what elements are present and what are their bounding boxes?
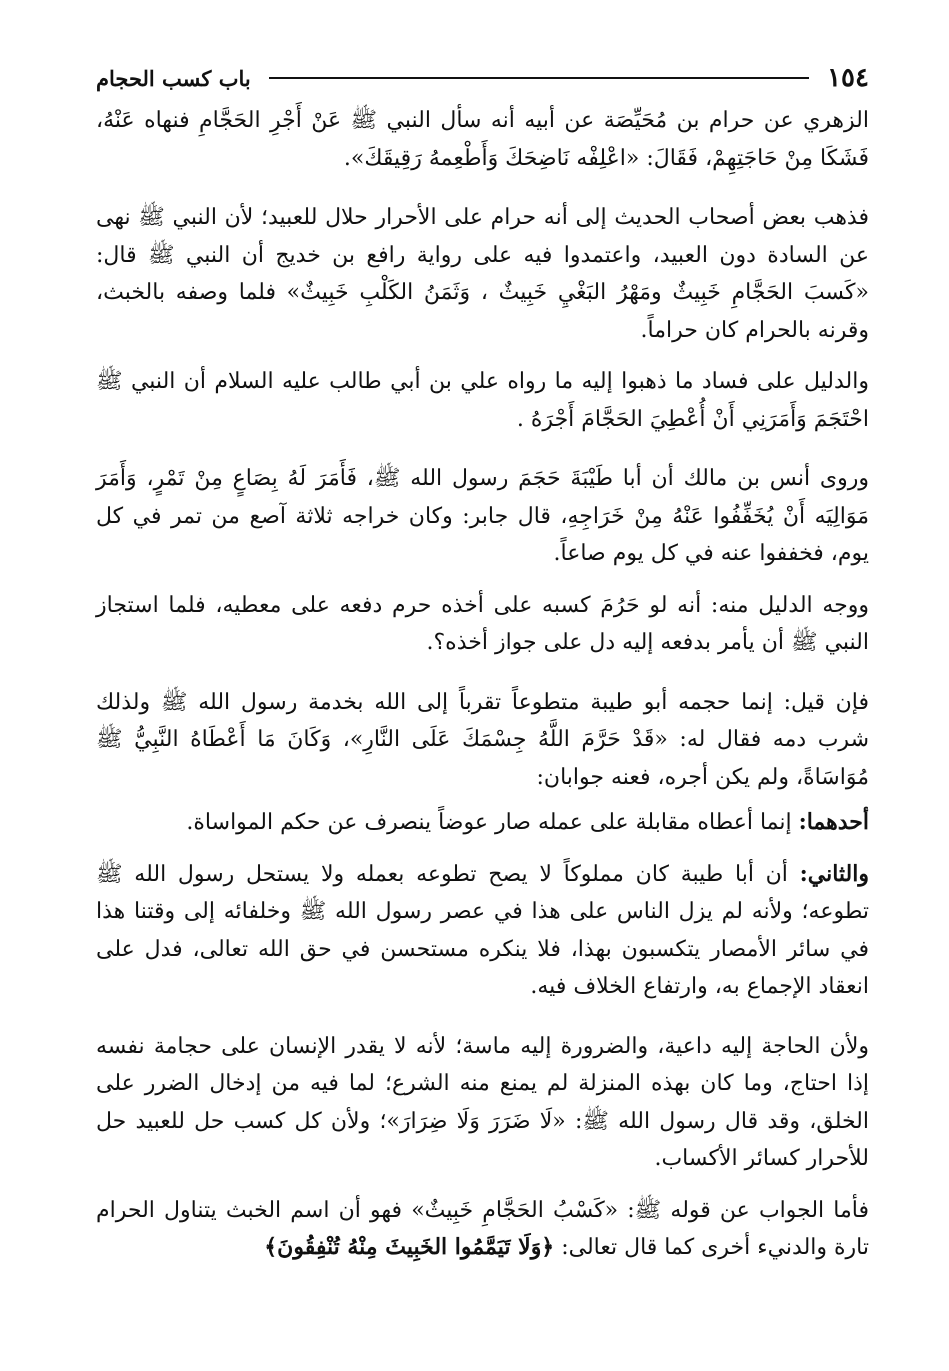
- quran-verse: ﴿وَلَا تَيَمَّمُوا الخَبِيثَ مِنْهُ تُنْفِقُونَ﴾: [264, 1234, 555, 1260]
- answer-text-second: أن أبا طيبة كان مملوكاً لا يصح تطوعه بعمله ولا يستحل رسول الله ﷺ تطوعه؛ ولأنه لم يزل الناس على هذا في عصر رسول الله ﷺ وخلفائه إلى وقتنا هذا في سائر الأمصار يتكسبون بهذا، فلا ينكره مستحسن في حق الله تعالى، فدل على انعقاد الإجماع به، وارتفاع الخلاف فيه.: [96, 861, 869, 999]
- paragraph-3: والدليل على فساد ما ذهبوا إليه ما رواه علي بن أبي طالب عليه السلام أن النبي ﷺ احْتَجَمَ وَأَمَرَنِي أَنْ أُعْطِيَ الحَجَّامَ أَجْرَهُ .: [96, 369, 869, 432]
- paragraph-2: فذهب بعض أصحاب الحديث إلى أنه حرام على الأحرار حلال للعبيد؛ لأن النبي ﷺ نهى عن السادة دون العبيد، واعتمدوا فيه على رواية رافع بن خديج أن النبي ﷺ قال: «كَسبَ الحَجَّامِ خَبِيثٌ ومَهْرُ البَغْيِ خَبِيثٌ ، وَثَمَنُ الكَلْبِ خَبِيثٌ» فلما وصفه بالخبث، وقرنه بالحرام كان حراماً.: [96, 205, 869, 343]
- paragraph-10-text: فأما الجواب عن قوله ﷺ: «كَسْبُ الحَجَّامِ خَبِيثٌ» فهو أن اسم الخبث يتناول الحرام تارة والدنيء أخرى كما قال تعالى:: [96, 1197, 869, 1260]
- answer-label-second: والثاني:: [799, 860, 869, 887]
- page-number: ١٥٤: [827, 63, 869, 93]
- paragraph-10: [96, 1192, 869, 1267]
- page-header: [96, 58, 869, 98]
- answer-text-first: إنما أعطاه مقابلة على عمله صار عوضاً ينصرف عن حكم المواساة.: [186, 810, 799, 835]
- paragraph-1: الزهري عن حرام بن مُحَيِّصَة عن أبيه أنه سأل النبي ﷺ عَنْ أَجْرِ الحَجَّامِ فنهاه عَنْهُ، فَشَكَا مِنْ حَاجَتِهِمْ، فَقَالَ: «اعْلِفْه نَاضِحَكَ وَأَطْعِمهُ رَقِيقَكَ».: [96, 108, 869, 171]
- paragraph-7: [96, 804, 869, 842]
- answer-label-first: أحدهما:: [798, 809, 869, 835]
- header-rule: [269, 77, 809, 79]
- paragraph-8: [96, 856, 869, 1006]
- paragraph-4: وروى أنس بن مالك أن أبا طَيْبَةَ حَجَمَ رسول الله ﷺ، فَأَمَرَ لَهُ بِصَاعٍ مِنْ تَمْرٍ، وَأَمَرَ مَوَالِيَه أَنْ يُخَفِّفُوا عَنْهُ مِنْ خَرَاجِهِ، قال جابر: وكان خراجه ثلاثة آصع من تمر في كل يوم، فخففوا عنه في كل يوم صاعاً.: [96, 466, 869, 566]
- paragraph-6: فإن قيل: إنما حجمه أبو طيبة متطوعاً تقرباً إلى الله بخدمة رسول الله ﷺ ولذلك شرب دمه فقال له: «قَدْ حَرَّمَ اللَّهُ جِسْمَكَ عَلَى النَّارِ»، وَكَانَ مَا أَعْطَاهُ النَّبِيُّ ﷺ مُوَاسَاةً، ولم يكن أجره، فعنه جوابان:: [96, 689, 869, 790]
- paragraph-9: ولأن الحاجة إليه داعية، والضرورة إليه ماسة؛ لأنه لا يقدر الإنسان على حجامة نفسه إذا احتاج، وما كان بهذه المنزلة لم يمنع منه الشرع؛ لما فيه من إدخال الضرر على الخلق، وقد قال رسول الله ﷺ: «لَا ضَرَرَ وَلَا ضِرَارَ»؛ ولأن كل كسب حل للعبيد حل للأحرار كسائر الأكساب.: [96, 1033, 869, 1171]
- paragraph-5: ووجه الدليل منه: أنه لو حَرُمَ كسبه على أخذه حرم دفعه على معطيه، فلما استجاز النبي ﷺ أن يأمر بدفعه إليه دل على جواز أخذه؟.: [96, 592, 869, 655]
- running-title: باب كسب الحجام: [96, 65, 251, 91]
